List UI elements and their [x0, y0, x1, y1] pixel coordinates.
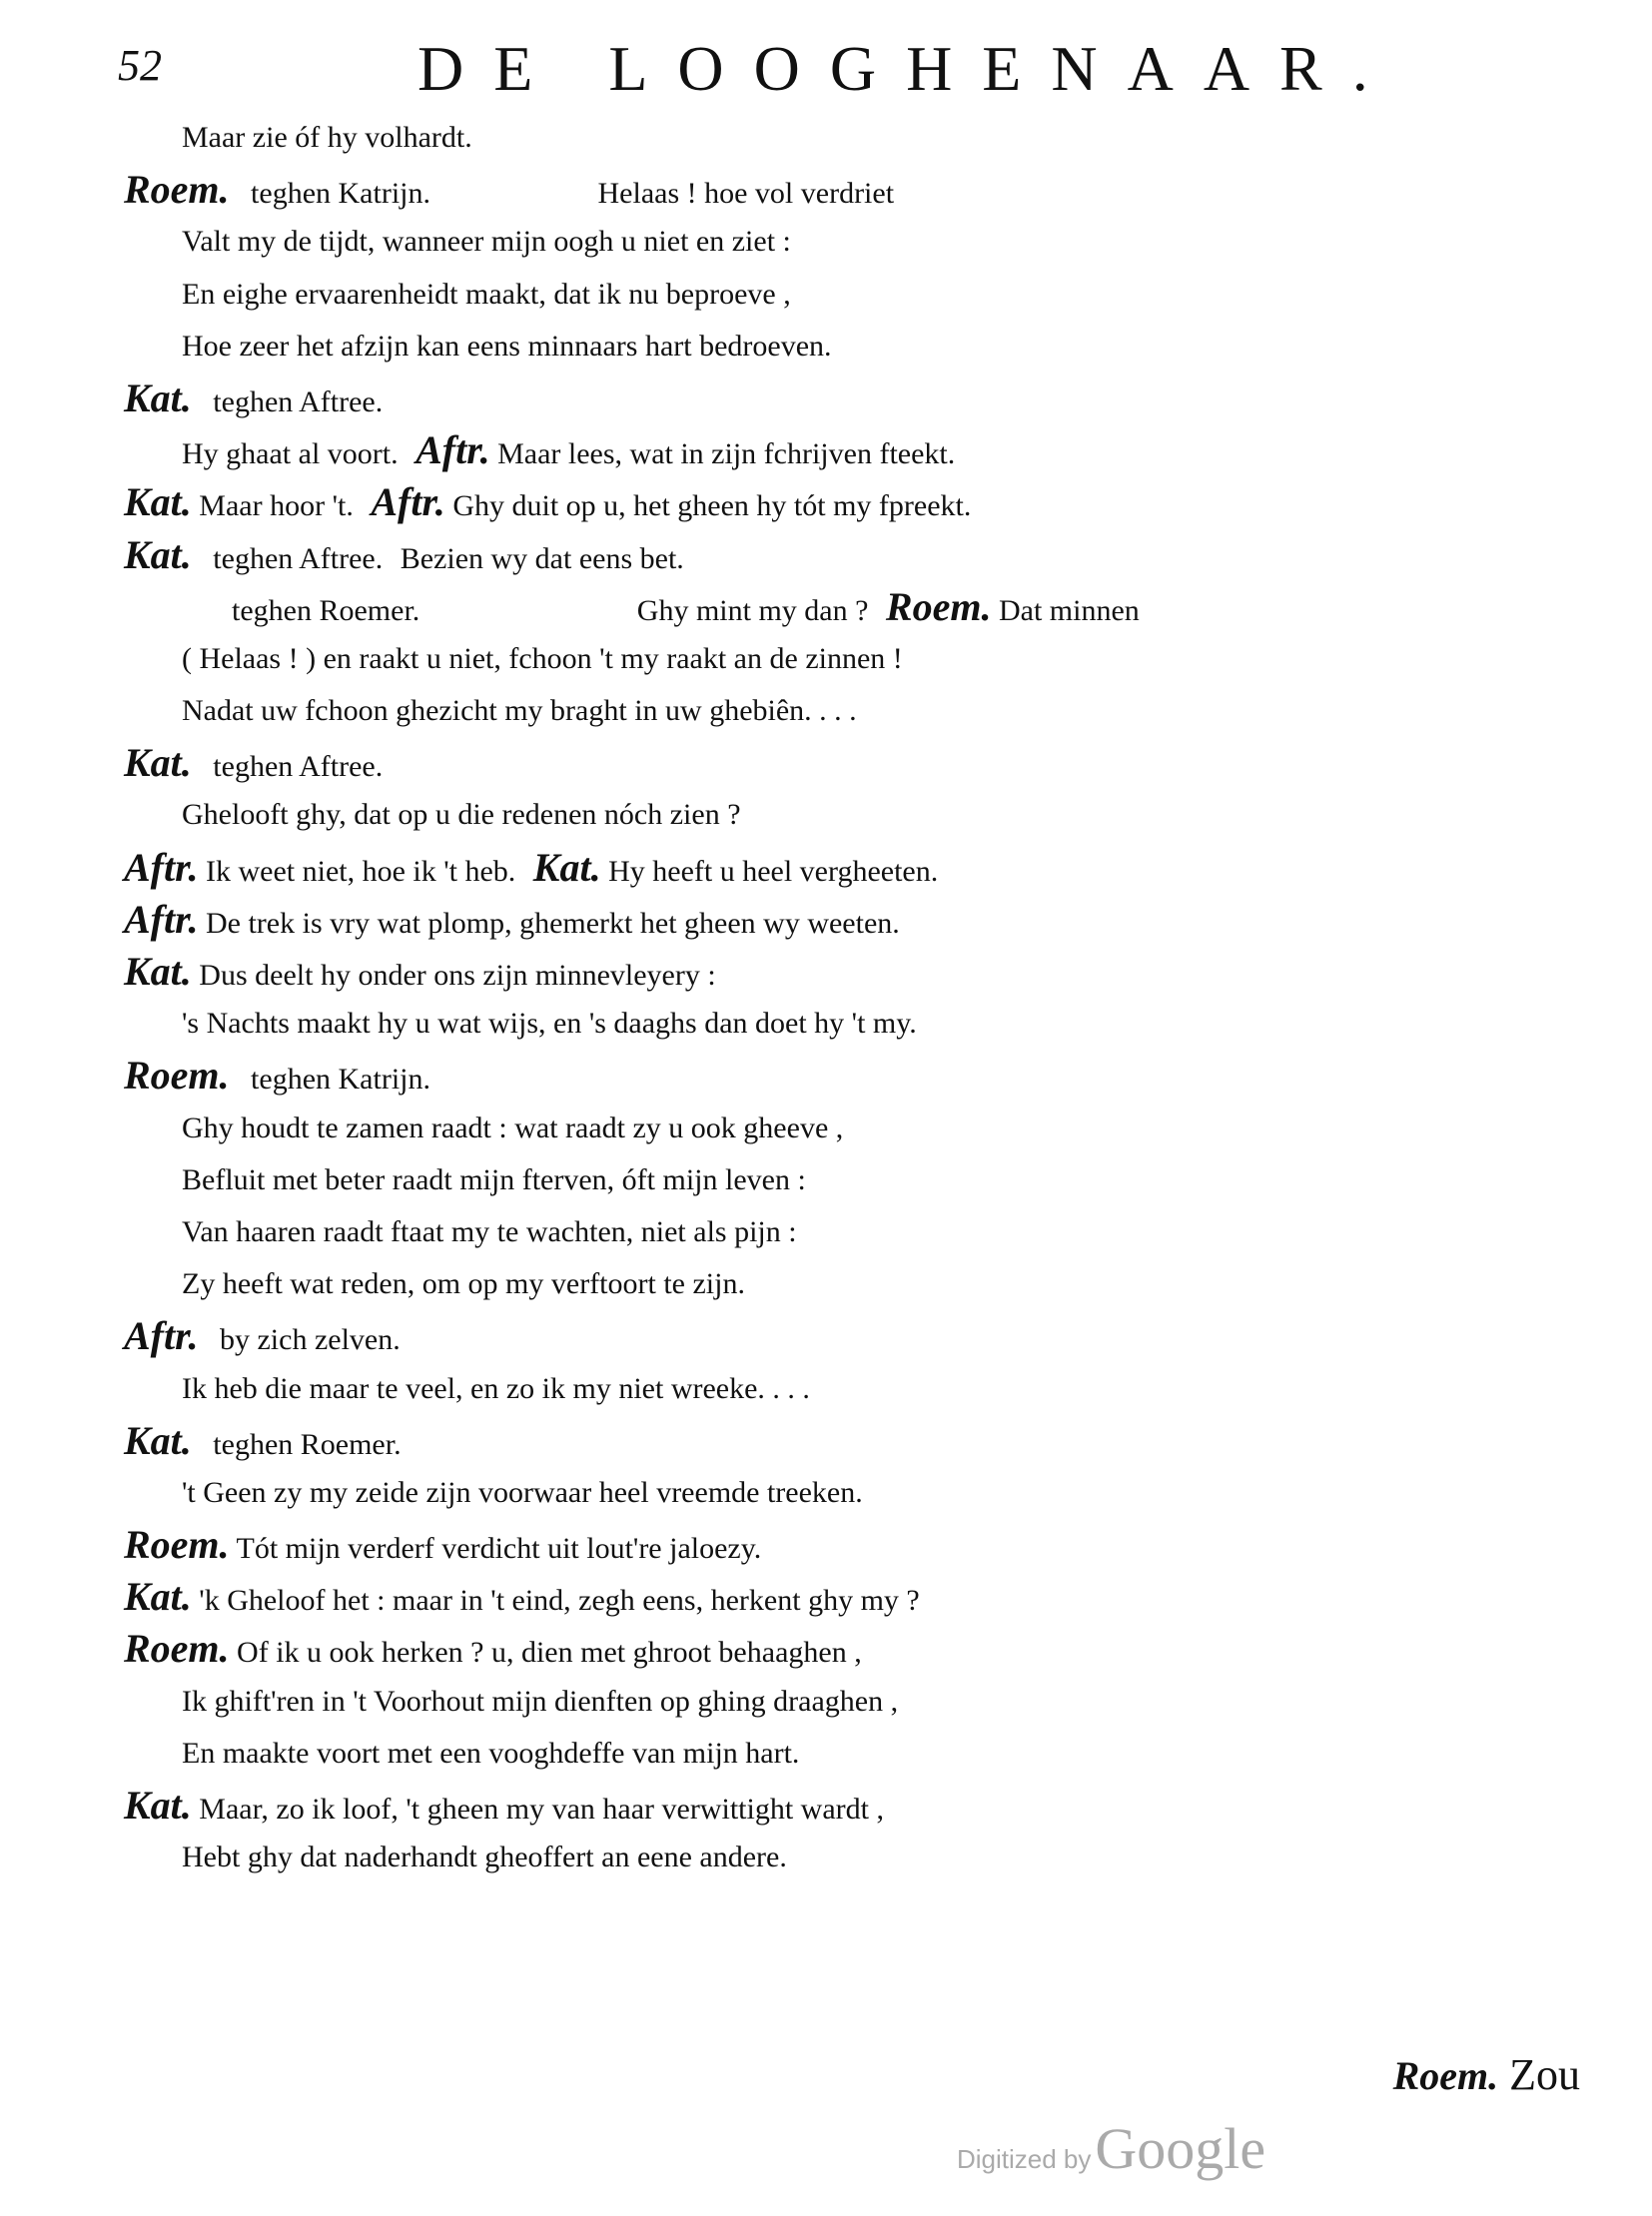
text-line: [0, 737, 1652, 789]
verse-text: Ghelooft ghy, dat op u die redenen nóch zien ?: [182, 798, 741, 832]
verse-text: Valt my de tijdt, wanneer mijn oogh u niet en ziet :: [182, 225, 791, 259]
text-line: [0, 685, 1652, 737]
text-line: [0, 1363, 1652, 1415]
text-line: [0, 424, 1652, 476]
verse-text: Ghy houdt te zamen raadt : wat raadt zy u ook gheeve ,: [182, 1110, 844, 1144]
text-line: [0, 1780, 1652, 1832]
stage-direction: teghen Roemer.: [213, 1427, 402, 1461]
speaker-name: Kat.: [124, 1417, 192, 1463]
text-line: [0, 1676, 1652, 1728]
verse-text: Dus deelt hy onder ons zijn minnevleyery :: [199, 959, 716, 992]
text-line: [0, 372, 1652, 424]
text-line: [0, 269, 1652, 321]
verse-text: En eighe ervaarenheidt maakt, dat ik nu beproeve ,: [182, 277, 791, 311]
speaker-name: Roem.: [124, 1053, 230, 1099]
text-line: [0, 1571, 1652, 1623]
speaker-name: Kat.: [124, 1574, 192, 1620]
text-line: [0, 164, 1652, 216]
verse-text: Hebt ghy dat naderhandt gheoffert an eene andere.: [182, 1841, 787, 1874]
verse-text: Ik heb die maar te veel, en zo ik my niet wreeke. . . .: [182, 1371, 810, 1405]
verse-text: Hy ghaat al voort.: [182, 437, 399, 471]
stage-direction: teghen Aftree.: [213, 541, 384, 575]
text-line: [0, 1103, 1652, 1154]
play-text: [0, 112, 1652, 1883]
speaker-name: Aftr.: [415, 427, 490, 473]
page-number: 52: [118, 41, 162, 90]
verse-text: Helaas ! hoe vol verdriet: [597, 177, 895, 211]
stage-direction: teghen Roemer.: [232, 593, 420, 627]
speaker-name: Kat.: [124, 479, 192, 525]
verse-text: Ik ghift'ren in 't Voorhout mijn dienften op ghing draaghen ,: [182, 1684, 899, 1718]
verse-text: Maar lees, wat in zijn fchrijven fteekt.: [497, 437, 956, 471]
verse-text: Maar zie óf hy volhardt.: [182, 121, 472, 154]
text-line: [0, 1467, 1652, 1519]
text-line: [0, 476, 1652, 528]
digitization-watermark: [957, 2115, 1265, 2182]
speaker-name: Roem.: [885, 583, 992, 629]
speaker-name: Kat.: [124, 949, 192, 994]
catchword-speaker: Roem.: [1392, 2053, 1499, 2098]
text-line: [0, 529, 1652, 581]
verse-text: 'k Gheloof het : maar in 't eind, zegh eens, herkent ghy my ?: [199, 1584, 920, 1618]
verse-text: Maar, zo ik loof, 't gheen my van haar verwittight wardt ,: [199, 1793, 884, 1826]
verse-text: De trek is vry wat plomp, ghemerkt het gheen wy weeten.: [205, 906, 900, 940]
text-line: [0, 1154, 1652, 1206]
text-line: [0, 1832, 1652, 1883]
verse-text: Befluit met beter raadt mijn fterven, óft mijn leven :: [182, 1162, 806, 1196]
text-line: [0, 1050, 1652, 1102]
verse-text: Ghy duit op u, het gheen hy tót my fpreekt.: [452, 489, 972, 523]
verse-text: 't Geen zy my zeide zijn voorwaar heel vreemde treeken.: [182, 1475, 863, 1509]
text-line: [0, 581, 1652, 633]
verse-text: Maar hoor 't.: [199, 489, 354, 523]
text-line: [0, 1206, 1652, 1258]
running-title: DE LOOGHENAAR.: [417, 33, 1398, 104]
text-line: [0, 1728, 1652, 1780]
stage-direction: teghen Katrijn.: [251, 177, 430, 211]
verse-text: Tót mijn verderf verdicht uit lout're jaloezy.: [236, 1532, 762, 1566]
verse-text: Hy heeft u heel vergheeten.: [608, 854, 939, 888]
verse-text: En maakte voort met een vooghdeffe van mijn hart.: [182, 1736, 800, 1770]
verse-text: Ghy mint my dan ?: [636, 593, 869, 627]
text-line: [0, 216, 1652, 268]
speaker-name: Roem.: [124, 1626, 230, 1672]
speaker-name: Aftr.: [124, 844, 199, 890]
text-line: [0, 321, 1652, 372]
verse-text: Of ik u ook herken ? u, dien met ghroot behaaghen ,: [237, 1636, 862, 1670]
speaker-name: Kat.: [124, 374, 192, 420]
text-line: [0, 1519, 1652, 1571]
speaker-name: Roem.: [124, 167, 230, 213]
verse-text: 's Nachts maakt hy u wat wijs, en 's daaghs dan doet hy 't my.: [182, 1007, 917, 1041]
text-line: [0, 1415, 1652, 1467]
verse-text: ( Helaas ! ) en raakt u niet, fchoon 't my raakt an de zinnen !: [182, 641, 903, 675]
text-line: [0, 1258, 1652, 1310]
digitized-by-label: Digitized by: [957, 2144, 1092, 2174]
catchword-text: Zou: [1509, 2050, 1580, 2099]
speaker-name: Aftr.: [371, 479, 445, 525]
text-line: [0, 112, 1652, 164]
text-line: [0, 946, 1652, 998]
speaker-name: Aftr.: [124, 896, 199, 942]
verse-text: Nadat uw fchoon ghezicht my braght in uw ghebiên. . . .: [182, 694, 857, 728]
stage-direction: teghen Katrijn.: [251, 1063, 430, 1097]
verse-text: Hoe zeer het afzijn kan eens minnaars hart bedroeven.: [182, 329, 832, 363]
text-line: [0, 789, 1652, 841]
text-line: [0, 633, 1652, 685]
speaker-name: Kat.: [124, 1783, 192, 1828]
verse-text: Van haaren raadt ftaat my te wachten, niet als pijn :: [182, 1214, 797, 1248]
stage-direction: teghen Aftree.: [213, 384, 384, 418]
google-logo: Google: [1095, 2116, 1266, 2181]
text-line: [0, 1623, 1652, 1675]
stage-direction: teghen Aftree.: [213, 750, 384, 784]
speaker-name: Roem.: [124, 1522, 230, 1568]
verse-text: Dat minnen: [998, 593, 1140, 627]
speaker-name: Kat.: [124, 740, 192, 786]
page-header: [118, 28, 1596, 108]
speaker-name: Kat.: [124, 531, 192, 577]
speaker-name: Aftr.: [124, 1313, 199, 1359]
verse-text: Ik weet niet, hoe ik 't heb.: [205, 854, 516, 888]
stage-direction: by zich zelven.: [219, 1323, 401, 1357]
text-line: [0, 998, 1652, 1050]
verse-text: Zy heeft wat reden, om op my verftoort te zijn.: [182, 1267, 745, 1301]
text-line: [0, 842, 1652, 894]
catchword: [1393, 2049, 1580, 2101]
text-line: [0, 1310, 1652, 1362]
text-line: [0, 894, 1652, 946]
verse-text: Bezien wy dat eens bet.: [400, 541, 684, 575]
speaker-name: Kat.: [532, 844, 601, 890]
